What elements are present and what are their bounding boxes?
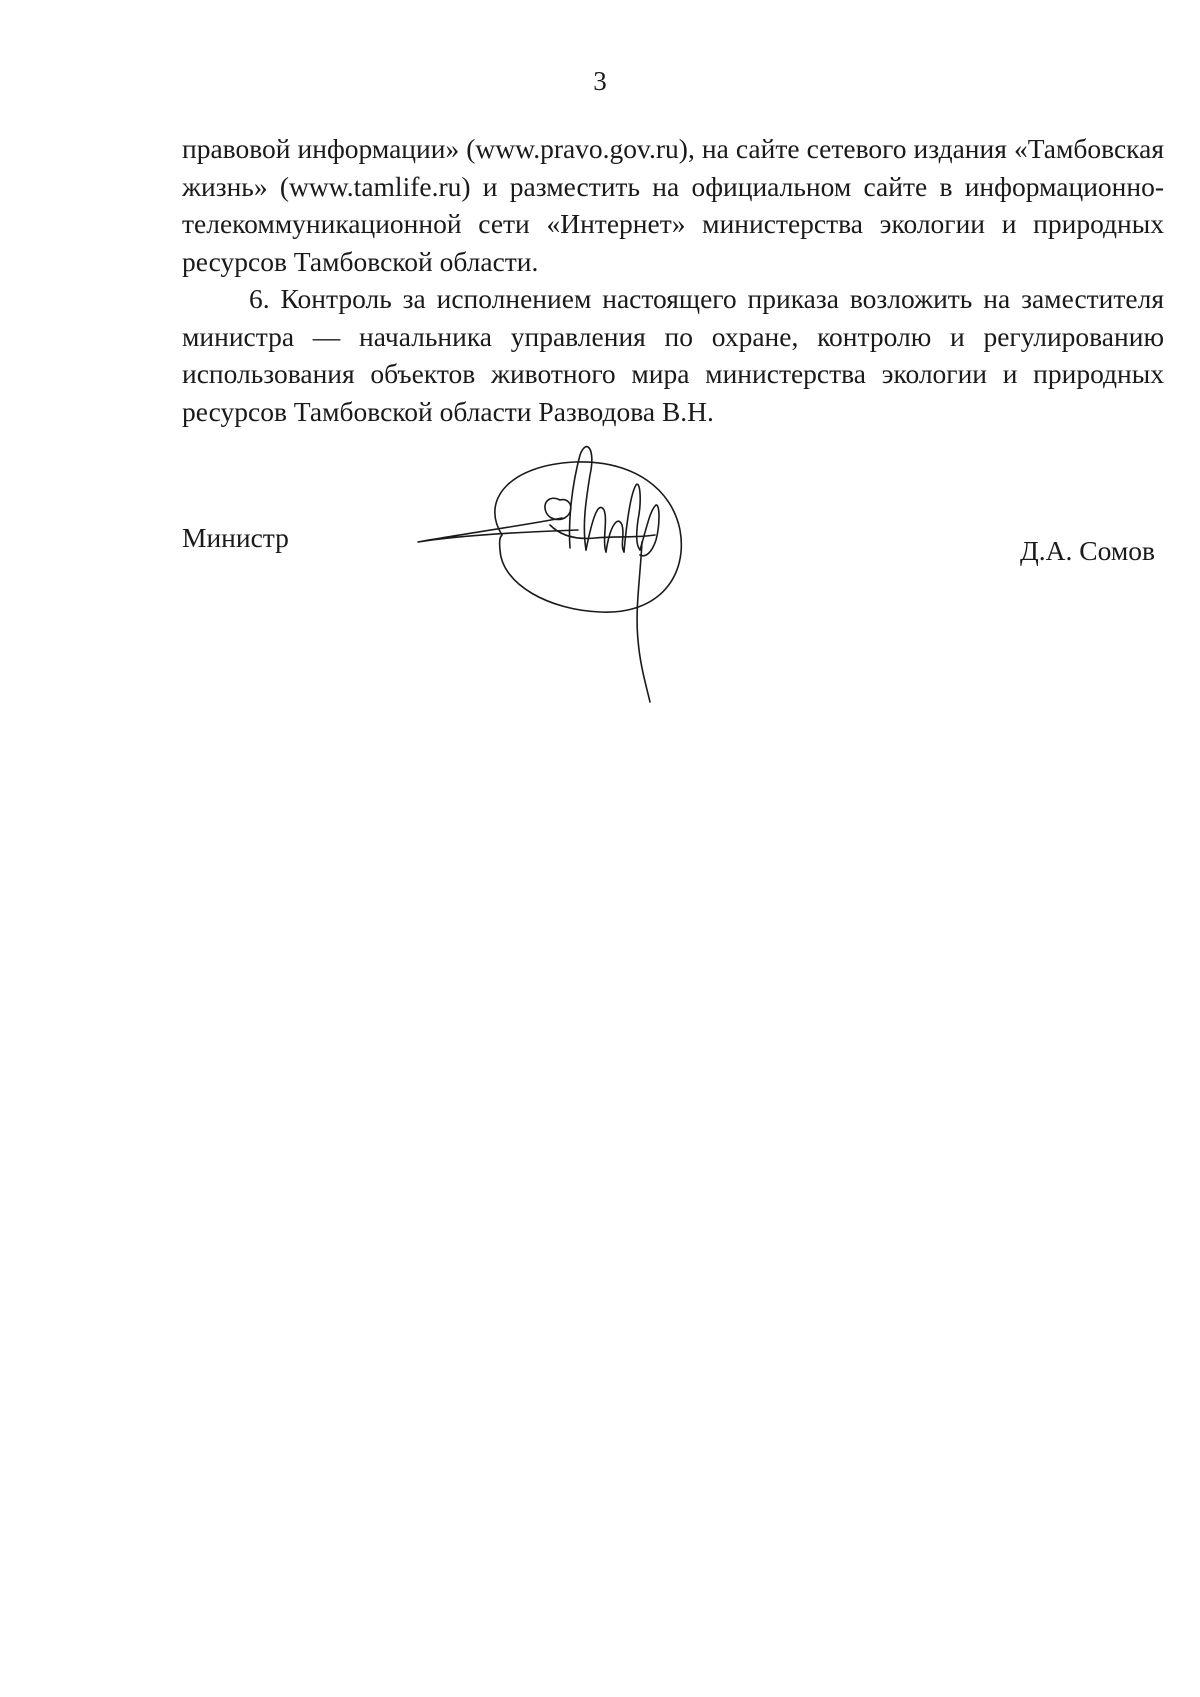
handwritten-signature [410, 440, 730, 740]
paragraph-continued: правовой информации» (www.pravo.gov.ru), на сайте сетевого издания «Тамбовская жизнь» (www.tamlife.ru) и разместить на официальном сайте в информационно-телекоммуникационной сети «Интернет» министерства экологии и природных ресурсов Тамбовской области. [182, 133, 1164, 277]
signature-base [550, 525, 655, 538]
signature-stroke-2 [586, 507, 606, 552]
page-number: 3 [593, 66, 607, 96]
signature-descender [637, 542, 650, 702]
paragraph-6: 6. Контроль за исполнением настоящего приказа возложить на заместителя министра — начальника управления по охране, контролю и регулированию использования объектов животного мира министерства экологии и природных ресурсов Тамбовской области Разводова В.Н. [182, 283, 1164, 427]
signer-name: Д.А. Сомов [1020, 535, 1155, 566]
signer-position: Министр [182, 522, 289, 553]
signature-tail [418, 518, 578, 542]
signature-stroke-5 [640, 505, 659, 556]
signature-circle [545, 498, 571, 519]
signature-stroke-4 [624, 484, 640, 552]
